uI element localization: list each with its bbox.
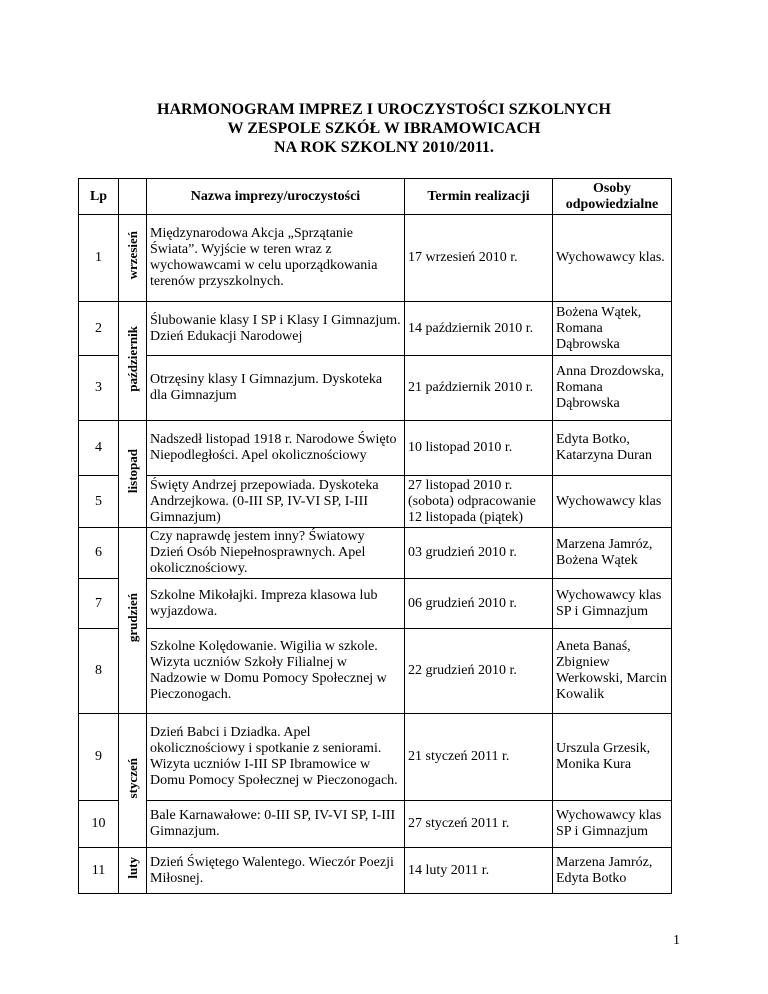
row-date: 06 grudzień 2010 r. — [405, 579, 553, 629]
table-row — [79, 579, 672, 629]
row-date: 22 grudzień 2010 r. — [405, 629, 553, 714]
row-name: Dzień Babci i Dziadka. Apel okolicznościowy i spotkanie z seniorami. Wizyta uczniów I-III SP Ibramowice w Domu Pomocy Społecznej w Pieczonogach. — [147, 714, 405, 801]
row-persons: Wychowawcy klas — [553, 476, 672, 528]
row-lp: 11 — [79, 848, 119, 894]
header-lp: Lp — [79, 179, 119, 215]
row-date: 14 październik 2010 r. — [405, 302, 553, 356]
table-row — [79, 356, 672, 421]
month-cell — [119, 528, 147, 714]
row-date: 27 styczeń 2011 r. — [405, 801, 553, 848]
table-row — [79, 421, 672, 476]
month-label: luty — [124, 857, 140, 879]
title-line-2: W ZESPOLE SZKÓŁ W IBRAMOWICACH — [227, 120, 541, 137]
row-persons: Marzena Jamróz, Bożena Wątek — [553, 528, 672, 579]
schedule-table — [78, 178, 672, 894]
row-lp: 1 — [79, 215, 119, 302]
row-lp: 7 — [79, 579, 119, 629]
month-cell — [119, 848, 147, 894]
month-cell — [119, 302, 147, 421]
header-month — [119, 179, 147, 215]
row-persons: Wychowawcy klas SP i Gimnazjum — [553, 579, 672, 629]
row-date: 17 wrzesień 2010 r. — [405, 215, 553, 302]
month-cell — [119, 714, 147, 848]
row-lp: 6 — [79, 528, 119, 579]
row-persons: Urszula Grzesik, Monika Kura — [553, 714, 672, 801]
row-name: Szkolne Kolędowanie. Wigilia w szkole. Wizyta uczniów Szkoły Filialnej w Nadzowie w Domu Pomocy Społecznej w Pieczonogach. — [147, 629, 405, 714]
row-date: 21 styczeń 2011 r. — [405, 714, 553, 801]
row-persons: Bożena Wątek, Romana Dąbrowska — [553, 302, 672, 356]
table-row — [79, 476, 672, 528]
row-name: Międzynarodowa Akcja „Sprzątanie Świata”. Wyjście w teren wraz z wychowawcami w celu uporządkowania terenów przyszkolnych. — [147, 215, 405, 302]
document-title — [0, 100, 768, 157]
month-cell — [119, 421, 147, 528]
row-date: 27 listopad 2010 r. (sobota) odpracowanie 12 listopada (piątek) — [405, 476, 553, 528]
row-name: Nadszedł listopad 1918 r. Narodowe Święto Niepodległości. Apel okolicznościowy — [147, 421, 405, 476]
row-lp: 9 — [79, 714, 119, 801]
table-row — [79, 848, 672, 894]
table-row — [79, 629, 672, 714]
month-label: wrzesień — [124, 231, 140, 280]
header-persons: Osoby odpowiedzialne — [553, 179, 672, 215]
row-persons: Marzena Jamróz, Edyta Botko — [553, 848, 672, 894]
row-lp: 4 — [79, 421, 119, 476]
row-name: Święty Andrzej przepowiada. Dyskoteka Andrzejkowa. (0-III SP, IV-VI SP, I-III Gimnazjum) — [147, 476, 405, 528]
row-persons: Wychowawcy klas SP i Gimnazjum — [553, 801, 672, 848]
row-persons: Edyta Botko, Katarzyna Duran — [553, 421, 672, 476]
row-persons: Wychowawcy klas. — [553, 215, 672, 302]
row-persons: Anna Drozdowska, Romana Dąbrowska — [553, 356, 672, 421]
row-persons: Aneta Banaś, Zbigniew Werkowski, Marcin Kowalik — [553, 629, 672, 714]
header-date: Termin realizacji — [405, 179, 553, 215]
month-label: styczeń — [124, 757, 140, 799]
month-label: grudzień — [124, 593, 140, 643]
row-name: Ślubowanie klasy I SP i Klasy I Gimnazjum. Dzień Edukacji Narodowej — [147, 302, 405, 356]
row-name: Dzień Świętego Walentego. Wieczór Poezji Miłosnej. — [147, 848, 405, 894]
month-label: listopad — [124, 449, 140, 494]
month-cell — [119, 215, 147, 302]
header-row — [79, 179, 672, 215]
row-lp: 8 — [79, 629, 119, 714]
month-label: październik — [124, 325, 140, 392]
row-name: Szkolne Mikołajki. Impreza klasowa lub wyjazdowa. — [147, 579, 405, 629]
row-date: 03 grudzień 2010 r. — [405, 528, 553, 579]
row-name: Bale Karnawałowe: 0-III SP, IV-VI SP, I-III Gimnazjum. — [147, 801, 405, 848]
row-date: 14 luty 2011 r. — [405, 848, 553, 894]
row-lp: 2 — [79, 302, 119, 356]
table-row — [79, 302, 672, 356]
row-name: Otrzęsiny klasy I Gimnazjum. Dyskoteka dla Gimnazjum — [147, 356, 405, 421]
page-number: 1 — [673, 933, 680, 948]
title-line-1: HARMONOGRAM IMPREZ I UROCZYSTOŚCI SZKOLNYCH — [157, 101, 611, 118]
title-line-3: NA ROK SZKOLNY 2010/2011. — [274, 139, 494, 156]
row-date: 21 październik 2010 r. — [405, 356, 553, 421]
row-date: 10 listopad 2010 r. — [405, 421, 553, 476]
table-row — [79, 714, 672, 801]
table-row — [79, 801, 672, 848]
row-lp: 5 — [79, 476, 119, 528]
row-lp: 10 — [79, 801, 119, 848]
row-name: Czy naprawdę jestem inny? Światowy Dzień Osób Niepełnosprawnych. Apel okolicznościowy. — [147, 528, 405, 579]
header-name: Nazwa imprezy/uroczystości — [147, 179, 405, 215]
table-row — [79, 215, 672, 302]
table-row — [79, 528, 672, 579]
row-lp: 3 — [79, 356, 119, 421]
